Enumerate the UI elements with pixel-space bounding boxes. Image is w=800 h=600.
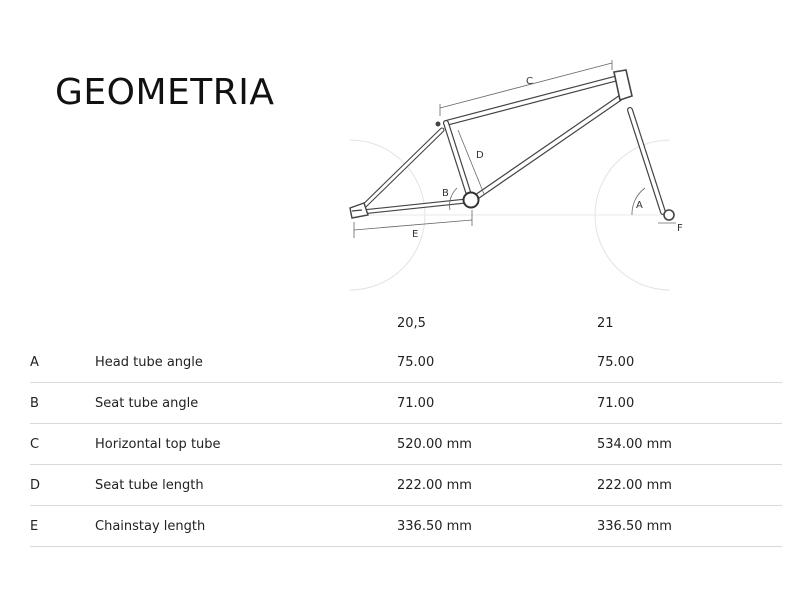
table-row xyxy=(30,342,782,383)
label-e: E xyxy=(412,229,419,240)
row-value-size-1: 336.50 mm xyxy=(397,506,597,547)
row-letter: E xyxy=(30,506,95,547)
table-row xyxy=(30,506,782,547)
frame-geometry-diagram xyxy=(340,60,720,300)
label-f: F xyxy=(677,223,683,234)
front-axle xyxy=(664,210,674,220)
label-b: B xyxy=(442,188,449,199)
row-value-size-1: 222.00 mm xyxy=(397,465,597,506)
header-size-2: 21 xyxy=(597,315,614,331)
table-row xyxy=(30,383,782,424)
row-value-size-2: 75.00 xyxy=(597,342,782,383)
row-letter: B xyxy=(30,383,95,424)
row-label: Head tube angle xyxy=(95,342,397,383)
row-label: Horizontal top tube xyxy=(95,424,397,465)
row-letter: A xyxy=(30,342,95,383)
header-blank-letter xyxy=(30,304,95,342)
seat-clamp xyxy=(436,122,441,127)
head-tube xyxy=(614,70,632,100)
geometry-table xyxy=(30,304,782,547)
row-label: Seat tube length xyxy=(95,465,397,506)
frame-diagram-svg xyxy=(340,60,720,300)
row-value-size-1: 71.00 xyxy=(397,383,597,424)
row-label: Chainstay length xyxy=(95,506,397,547)
dim-line-d xyxy=(458,130,484,194)
bottom-bracket xyxy=(464,193,479,208)
label-c: C xyxy=(526,76,533,87)
row-value-size-1: 75.00 xyxy=(397,342,597,383)
table-row xyxy=(30,424,782,465)
label-a: A xyxy=(636,200,643,211)
label-d: D xyxy=(476,150,484,161)
header-size-1: 20,5 xyxy=(397,315,426,331)
table-header-row xyxy=(30,304,782,342)
row-value-size-2: 222.00 mm xyxy=(597,465,782,506)
header-blank-label xyxy=(95,304,397,342)
angle-arc-b xyxy=(450,188,457,210)
table-row xyxy=(30,465,782,506)
row-letter: C xyxy=(30,424,95,465)
row-letter: D xyxy=(30,465,95,506)
row-value-size-2: 71.00 xyxy=(597,383,782,424)
row-value-size-1: 520.00 mm xyxy=(397,424,597,465)
page-title: GEOMETRIA xyxy=(55,72,275,113)
row-value-size-2: 534.00 mm xyxy=(597,424,782,465)
row-value-size-2: 336.50 mm xyxy=(597,506,782,547)
row-label: Seat tube angle xyxy=(95,383,397,424)
